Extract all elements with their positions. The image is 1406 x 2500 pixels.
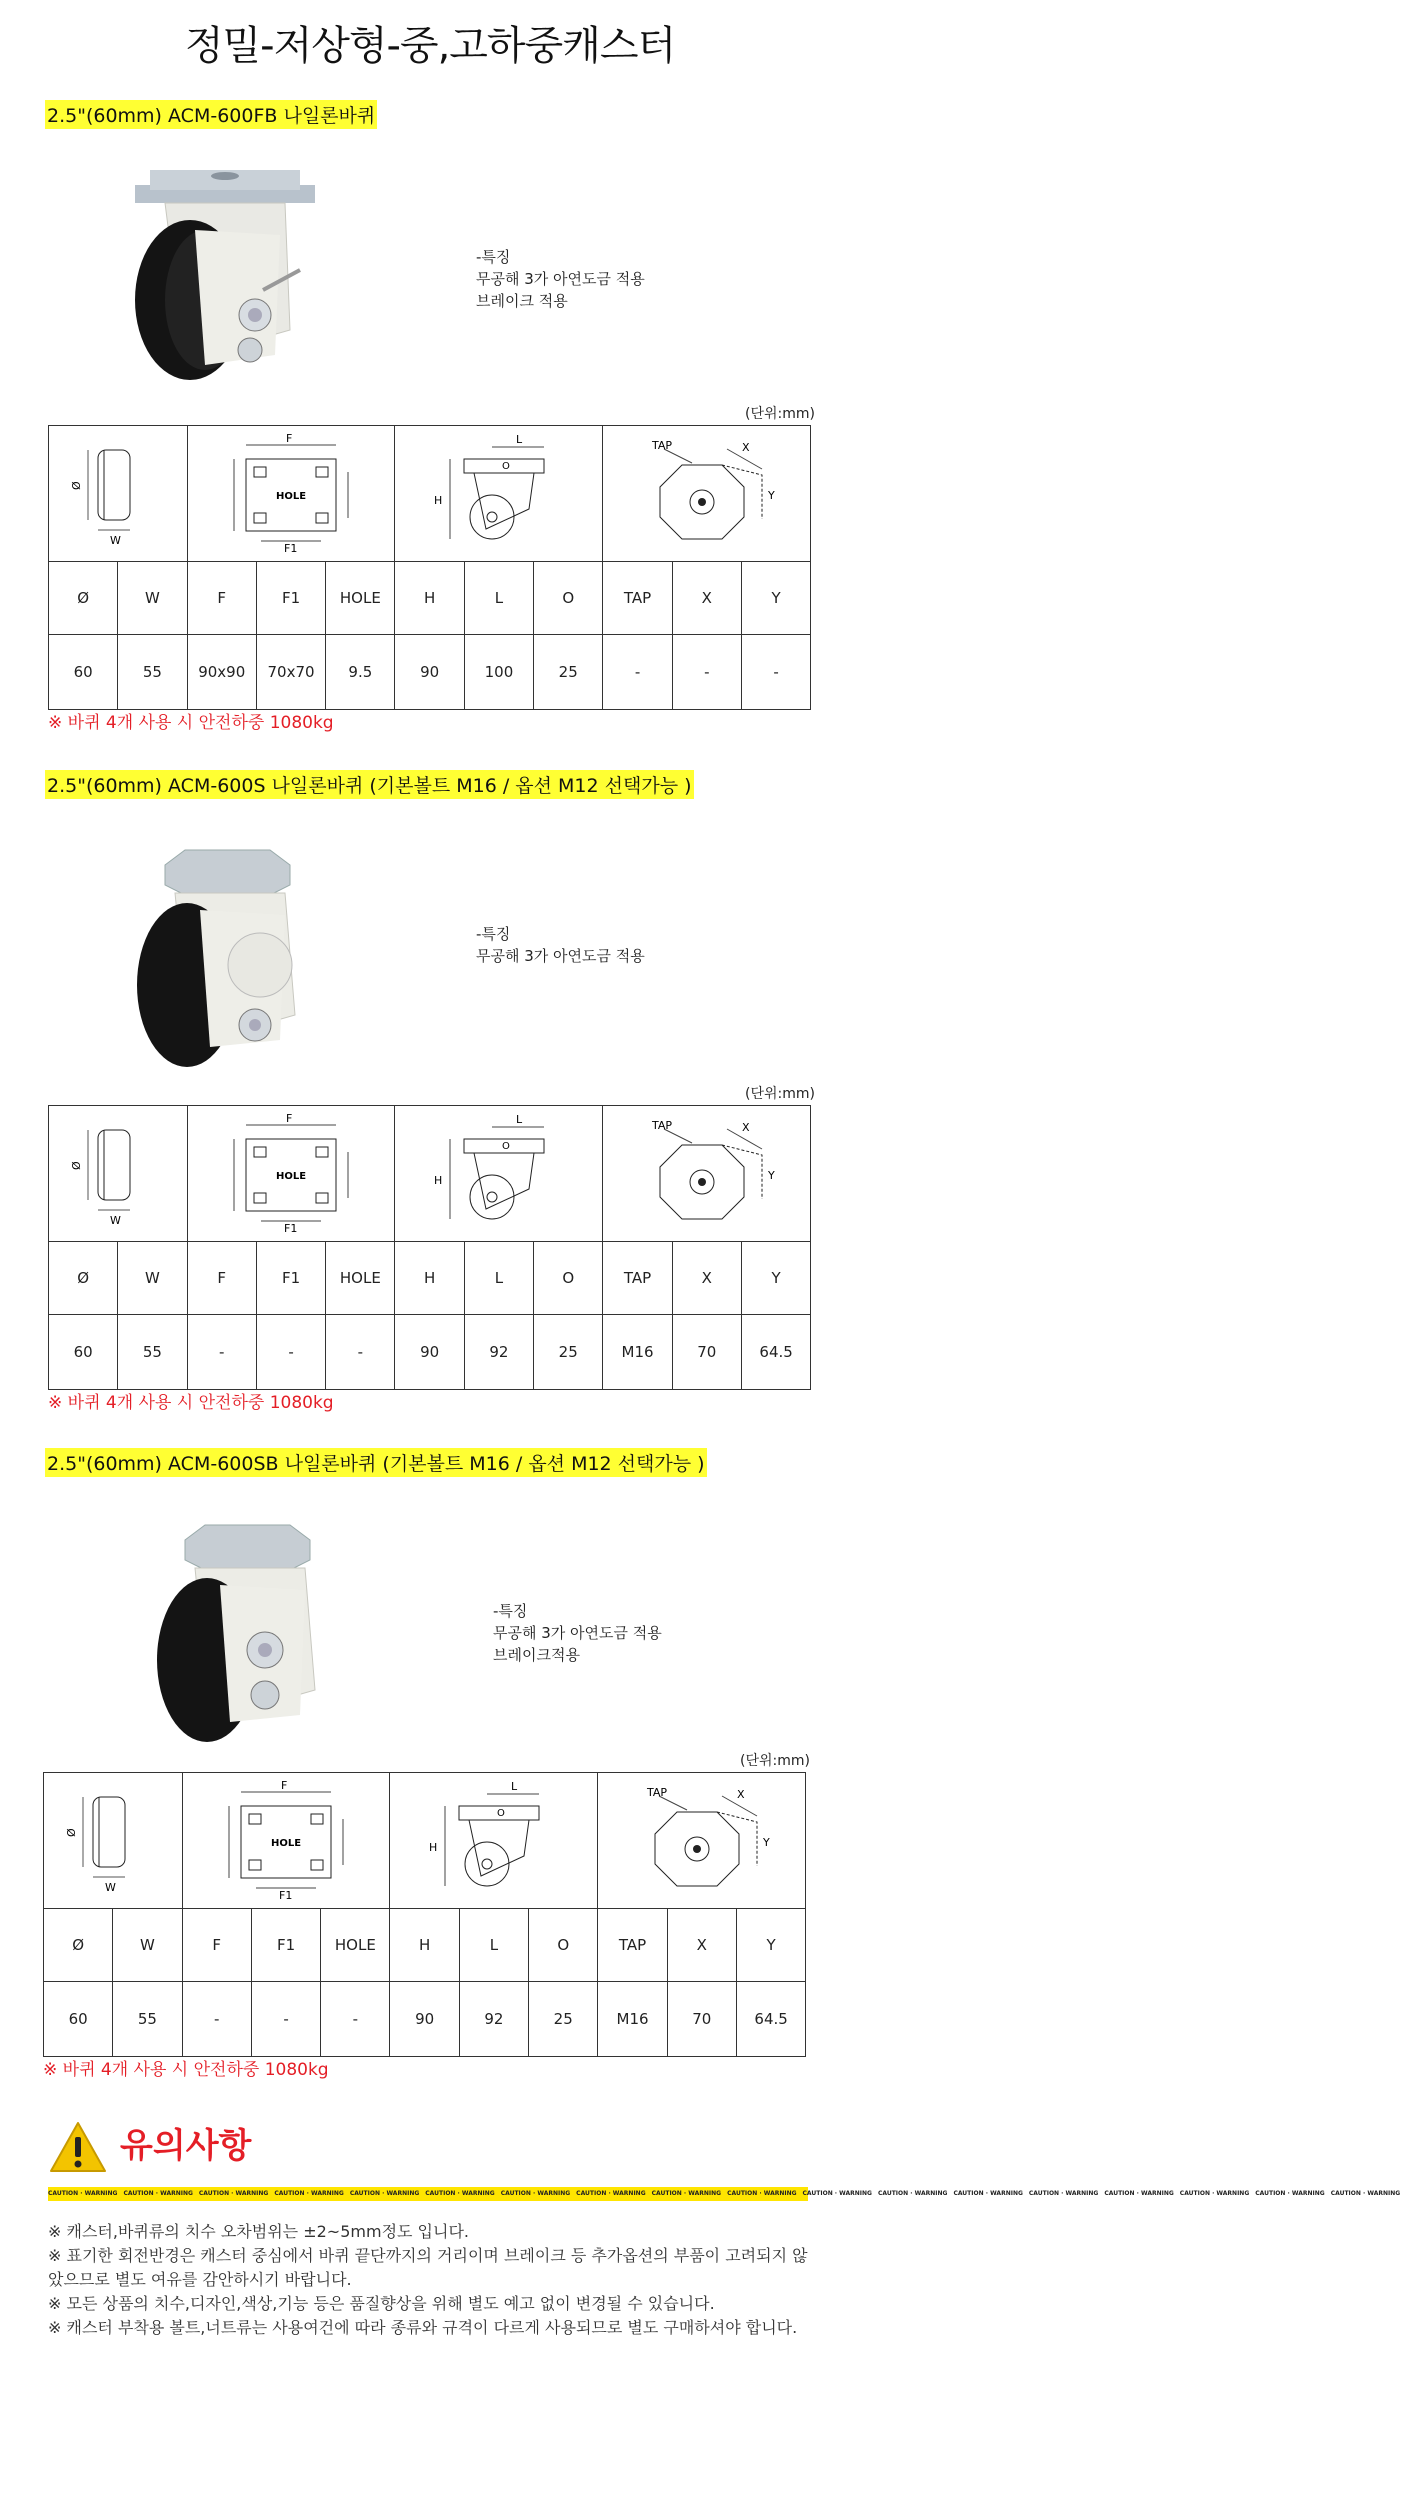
caution-tape-word: CAUTION · WARNING [576, 2190, 646, 2197]
header-cell: HOLE [326, 1242, 395, 1315]
caution-tape-word: CAUTION · WARNING [500, 2190, 571, 2197]
wheel-drawing-cell [44, 1773, 183, 1909]
unit-label: (단위:mm) [745, 406, 815, 422]
caution-tape-word: CAUTION · WARNING [1330, 2190, 1401, 2197]
wheel-side-drawing [58, 432, 178, 552]
header-cell: X [667, 1909, 736, 1982]
caster-side-drawing [409, 1776, 579, 1901]
top-plate-drawing [206, 429, 376, 554]
value-cell: 9.5 [326, 635, 395, 710]
header-cell: X [672, 562, 741, 635]
header-cell: F1 [256, 562, 325, 635]
caster-side-drawing [414, 1109, 584, 1234]
header-cell: F1 [256, 1242, 325, 1315]
l-label: L [515, 433, 523, 446]
spec-value-row [44, 1982, 806, 2057]
value-cell: - [182, 1982, 251, 2057]
wheel-drawing-cell [49, 1106, 188, 1242]
product-title: 2.5"(60mm) ACM-600FB 나일론바퀴 [45, 100, 377, 129]
l-label: L [515, 1113, 523, 1126]
caster-side-drawing [414, 429, 584, 554]
spec-table [43, 1772, 806, 2057]
value-cell: 55 [118, 635, 187, 710]
side-drawing-cell [395, 426, 603, 562]
header-cell: HOLE [321, 1909, 390, 1982]
plate-drawing-cell [187, 1106, 395, 1242]
header-cell: Ø [49, 562, 118, 635]
o-label: O [496, 1808, 505, 1819]
f-label: F [286, 1112, 293, 1125]
caution-tape-word: CAUTION · WARNING [1179, 2190, 1250, 2197]
caster-photo [95, 815, 355, 1085]
value-cell: 92 [464, 1315, 533, 1390]
f-label: F [286, 432, 293, 445]
header-cell: W [113, 1909, 182, 1982]
value-cell: - [256, 1315, 325, 1390]
o-label: O [501, 461, 510, 472]
notice-item: ※ 표기한 회전반경은 캐스터 중심에서 바퀴 끝단까지의 거리이며 브레이크 등 추가옵션의 부품이 고려되지 않았으므로 별도 여유를 감안하시기 바랍니다. [48, 2246, 808, 2289]
value-cell: - [326, 1315, 395, 1390]
y-label: Y [767, 1169, 775, 1182]
spec-table [48, 1105, 811, 1390]
side-drawing-cell [390, 1773, 598, 1909]
value-cell: - [603, 635, 672, 710]
y-label: Y [767, 489, 775, 502]
value-cell: 64.5 [741, 1315, 810, 1390]
spec-table [48, 425, 811, 710]
features-text: -특징 무공해 3가 아연도금 적용 브레이크적용 [493, 1602, 662, 1664]
diameter-label: Ø [69, 1160, 83, 1170]
header-cell: F [187, 562, 256, 635]
width-label: W [109, 1213, 121, 1227]
value-cell: 70 [667, 1982, 736, 2057]
header-cell: L [459, 1909, 528, 1982]
tap-drawing-cell [603, 426, 811, 562]
caution-tape-word: CAUTION · WARNING [877, 2190, 948, 2197]
caution-tape-word: CAUTION · WARNING [274, 2190, 344, 2197]
header-cell: L [464, 562, 533, 635]
h-label: H [428, 1841, 438, 1854]
header-cell: H [390, 1909, 459, 1982]
notice-item: ※ 캐스터 부착용 볼트,너트류는 사용여건에 따라 종류와 규격이 다르게 사용되므로 별도 구매하셔야 합니다. [48, 2318, 798, 2337]
header-cell: Ø [44, 1909, 113, 1982]
safe-load-note: ※ 바퀴 4개 사용 시 안전하중 1080kg [48, 1393, 334, 1413]
value-cell: 55 [118, 1315, 187, 1390]
header-cell: TAP [603, 1242, 672, 1315]
value-cell: 25 [529, 1982, 598, 2057]
header-cell: TAP [598, 1909, 667, 1982]
header-cell: Y [736, 1909, 805, 1982]
header-cell: Y [741, 1242, 810, 1315]
value-cell: 90x90 [187, 635, 256, 710]
product-title: 2.5"(60mm) ACM-600SB 나일론바퀴 (기본볼트 M16 / 옵션 M12 선택가능 ) [45, 1448, 707, 1477]
caution-tape-word: CAUTION · WARNING [727, 2190, 797, 2197]
o-label: O [501, 1141, 510, 1152]
value-cell: 70x70 [256, 635, 325, 710]
warning-icon [48, 2120, 108, 2174]
features-text: -특징 무공해 3가 아연도금 적용 [476, 925, 645, 965]
header-cell: L [464, 1242, 533, 1315]
header-cell: H [395, 562, 464, 635]
spec-value-row [49, 635, 811, 710]
header-cell: Ø [49, 1242, 118, 1315]
unit-label: (단위:mm) [740, 1753, 810, 1769]
notice-list [48, 2220, 818, 2340]
caster-photo [95, 140, 355, 410]
wheel-side-drawing [58, 1112, 178, 1232]
wheel-side-drawing [53, 1779, 173, 1899]
f-label: F [281, 1779, 288, 1792]
spec-header-row [44, 1909, 806, 1982]
tap-drawing-cell [598, 1773, 806, 1909]
value-cell: 55 [113, 1982, 182, 2057]
side-drawing-cell [395, 1106, 603, 1242]
header-cell: H [395, 1242, 464, 1315]
tap-label: TAP [651, 1119, 672, 1132]
features-text: -특징 무공해 3가 아연도금 적용 브레이크 적용 [476, 248, 645, 310]
value-cell: 60 [44, 1982, 113, 2057]
safe-load-note: ※ 바퀴 4개 사용 시 안전하중 1080kg [48, 713, 334, 733]
value-cell: 92 [459, 1982, 528, 2057]
f1-label: F1 [284, 1222, 298, 1235]
h-label: H [433, 1174, 443, 1187]
top-plate-drawing [206, 1109, 376, 1234]
safe-load-note: ※ 바퀴 4개 사용 시 안전하중 1080kg [43, 2060, 329, 2080]
value-cell: - [741, 635, 810, 710]
value-cell: 90 [395, 1315, 464, 1390]
caution-tape [48, 2187, 1401, 2201]
caution-tape-word: CAUTION · WARNING [651, 2190, 722, 2197]
caution-title: 유의사항 [120, 2126, 252, 2166]
value-cell: 60 [49, 1315, 118, 1390]
caution-tape-word: CAUTION · WARNING [123, 2190, 193, 2197]
caster-photo [115, 1490, 375, 1760]
f1-label: F1 [284, 542, 298, 555]
hole-label: HOLE [276, 1171, 307, 1182]
header-cell: W [118, 1242, 187, 1315]
value-cell: - [672, 635, 741, 710]
caution-tape-word: CAUTION · WARNING [1104, 2190, 1174, 2197]
tap-drawing-cell [603, 1106, 811, 1242]
plate-drawing-cell [187, 426, 395, 562]
header-cell: TAP [603, 562, 672, 635]
value-cell: - [321, 1982, 390, 2057]
header-cell: F [182, 1909, 251, 1982]
f1-label: F1 [279, 1889, 293, 1902]
header-cell: O [529, 1909, 598, 1982]
notice-item: ※ 모든 상품의 치수,디자인,색상,기능 등은 품질향상을 위해 별도 예고 없이 변경될 수 있습니다. [48, 2294, 715, 2313]
caution-tape-word: CAUTION · WARNING [802, 2190, 872, 2197]
tap-top-drawing [622, 429, 792, 554]
value-cell: 25 [534, 1315, 603, 1390]
tap-label: TAP [646, 1786, 667, 1799]
header-cell: O [534, 562, 603, 635]
value-cell: 25 [534, 635, 603, 710]
caution-tape-word: CAUTION · WARNING [48, 2190, 118, 2197]
tap-top-drawing [617, 1776, 787, 1901]
caution-tape-word: CAUTION · WARNING [1028, 2190, 1099, 2197]
header-cell: W [118, 562, 187, 635]
l-label: L [510, 1780, 518, 1793]
caution-tape-word: CAUTION · WARNING [1255, 2190, 1325, 2197]
caution-tape-word: CAUTION · WARNING [425, 2190, 495, 2197]
header-cell: F1 [251, 1909, 320, 1982]
header-cell: F [187, 1242, 256, 1315]
hole-label: HOLE [276, 491, 307, 502]
diameter-label: Ø [64, 1827, 78, 1837]
header-cell: Y [741, 562, 810, 635]
value-cell: 64.5 [736, 1982, 805, 2057]
header-cell: O [534, 1242, 603, 1315]
value-cell: 60 [49, 635, 118, 710]
value-cell: 90 [390, 1982, 459, 2057]
tap-top-drawing [622, 1109, 792, 1234]
x-label: X [741, 441, 750, 454]
notice-item: ※ 캐스터,바퀴류의 치수 오차범위는 ±2~5mm정도 입니다. [48, 2222, 470, 2241]
caution-tape-word: CAUTION · WARNING [349, 2190, 420, 2197]
width-label: W [104, 1880, 116, 1894]
value-cell: M16 [603, 1315, 672, 1390]
value-cell: - [251, 1982, 320, 2057]
width-label: W [109, 533, 121, 547]
wheel-drawing-cell [49, 426, 188, 562]
y-label: Y [762, 1836, 770, 1849]
value-cell: 100 [464, 635, 533, 710]
value-cell: 90 [395, 635, 464, 710]
caution-tape-word: CAUTION · WARNING [198, 2190, 269, 2197]
x-label: X [736, 1788, 745, 1801]
header-cell: HOLE [326, 562, 395, 635]
top-plate-drawing [201, 1776, 371, 1901]
product-title: 2.5"(60mm) ACM-600S 나일론바퀴 (기본볼트 M16 / 옵션 M12 선택가능 ) [45, 770, 694, 799]
spec-header-row [49, 562, 811, 635]
caution-tape-word: CAUTION · WARNING [953, 2190, 1023, 2197]
value-cell: - [187, 1315, 256, 1390]
spec-value-row [49, 1315, 811, 1390]
plate-drawing-cell [182, 1773, 390, 1909]
spec-header-row [49, 1242, 811, 1315]
x-label: X [741, 1121, 750, 1134]
page-title: 정밀-저상형-중,고하중캐스터 [184, 23, 676, 69]
diameter-label: Ø [69, 480, 83, 490]
h-label: H [433, 494, 443, 507]
header-cell: X [672, 1242, 741, 1315]
unit-label: (단위:mm) [745, 1086, 815, 1102]
value-cell: 70 [672, 1315, 741, 1390]
value-cell: M16 [598, 1982, 667, 2057]
tap-label: TAP [651, 439, 672, 452]
hole-label: HOLE [271, 1838, 302, 1849]
